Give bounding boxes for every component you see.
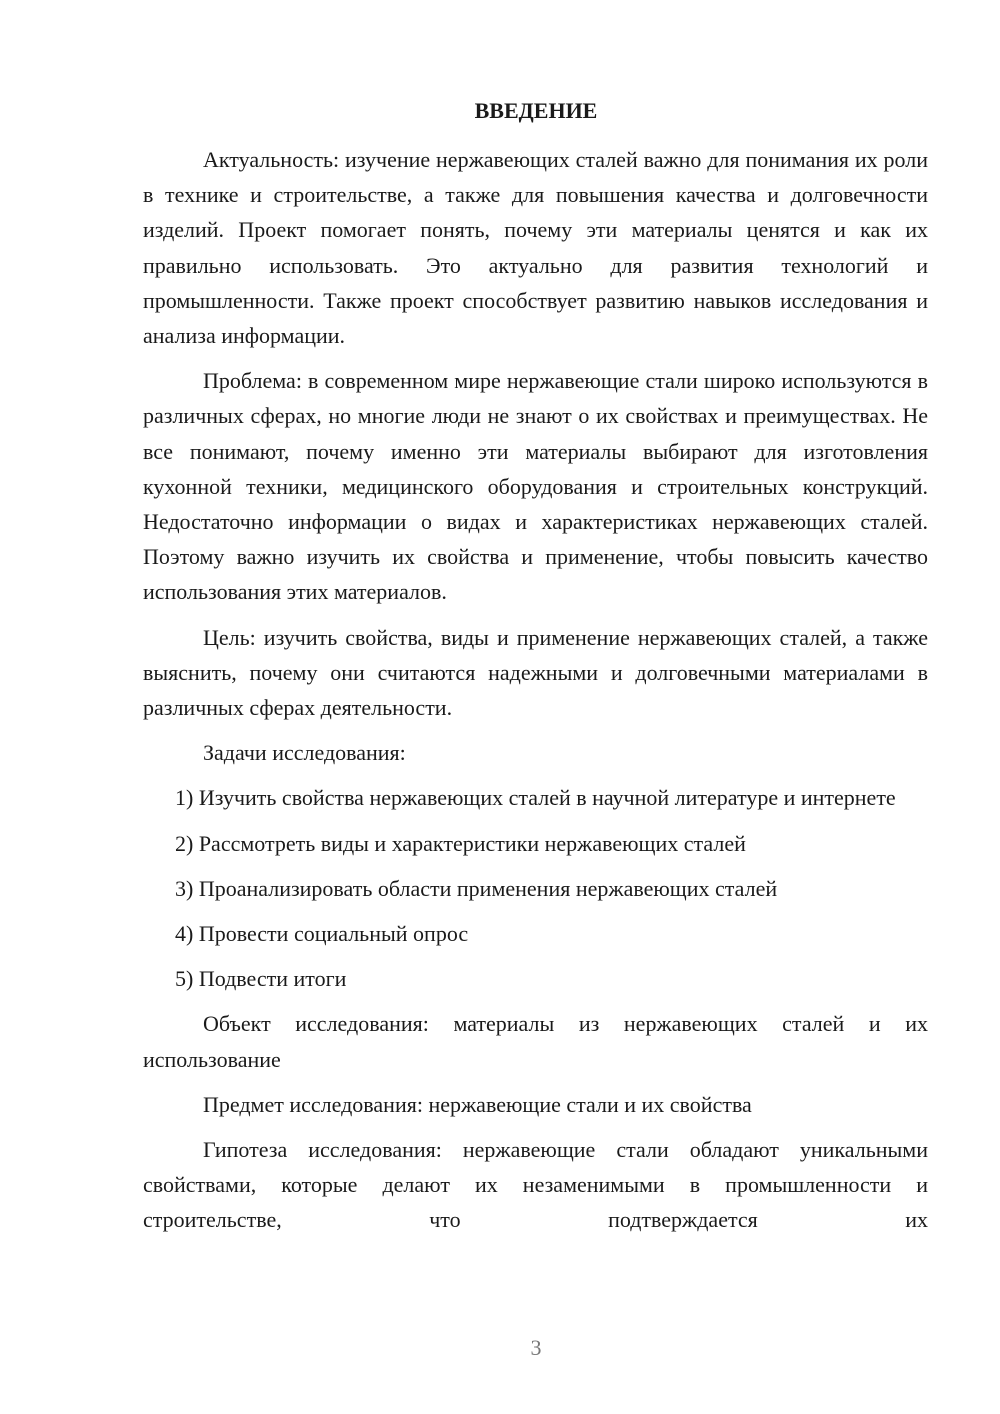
object-paragraph: Объект исследования: материалы из нержавеющих сталей и их использование: [143, 1011, 928, 1072]
task-item-1: 1) Изучить свойства нержавеющих сталей в научной литературе и интернете: [175, 785, 896, 811]
page-number: 3: [530, 1335, 542, 1360]
hypothesis-paragraph: Гипотеза исследования: нержавеющие стали обладают уникальными свойствами, которые делают их незаменимыми в промышленности и строительстве, что подтверждается их: [143, 1137, 928, 1233]
relevance-paragraph: Актуальность: изучение нержавеющих сталей важно для понимания их роли в технике и строительстве, а также для повышения качества и долговечности изделий. Проект помогает понять, почему эти материалы ценятся и как их правильно использовать. Это актуально для развития технологий и промышленности. Также проект способствует развитию навыков исследования и анализа информации.: [143, 147, 928, 349]
problem-paragraph: Проблема: в современном мире нержавеющие стали широко используются в различных сферах, но многие люди не знают о их свойствах и преимуществах. Не все понимают, почему именно эти материалы выбирают для изготовления кухонной техники, медицинского оборудования и строительных конструкций. Недостаточно информации о видах и характеристиках нержавеющих сталей. Поэтому важно изучить их свойства и применение, чтобы повысить качество использования этих материалов.: [143, 368, 928, 605]
tasks-heading: Задачи исследования:: [203, 740, 406, 766]
section-heading: ВВЕДЕНИЕ: [474, 98, 598, 123]
subject-paragraph: Предмет исследования: нержавеющие стали и их свойства: [203, 1091, 752, 1117]
task-item-4: 4) Провести социальный опрос: [175, 921, 469, 947]
page-body: [143, 142, 928, 1248]
task-item-5: 5) Подвести итоги: [175, 966, 347, 992]
task-item-3: 3) Проанализировать области применения нержавеющих сталей: [175, 875, 778, 901]
goal-paragraph: Цель: изучить свойства, виды и применение нержавеющих сталей, а также выяснить, почему они считаются надежными и долговечными материалами в различных сферах деятельности.: [143, 624, 928, 721]
task-item-2: 2) Рассмотреть виды и характеристики нержавеющих сталей: [175, 830, 746, 856]
